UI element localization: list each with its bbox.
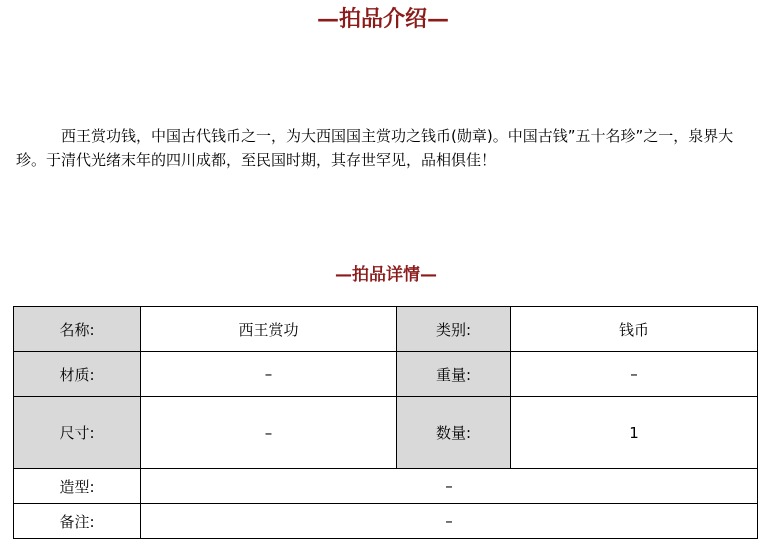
shape-value: – <box>141 469 758 504</box>
intro-description: 西王赏功钱，中国古代钱币之一，为大西国国主赏功之钱币(勋章)。中国古钱”五十名珍”之一，泉界大珍。于清代光绪末年的四川成都，至民国时期，其存世罕见，品相俱佳！ <box>16 127 734 169</box>
weight-value: – <box>511 352 758 397</box>
quantity-value: 1 <box>511 397 758 469</box>
details-table <box>13 306 758 539</box>
weight-label: 重量: <box>397 352 511 397</box>
material-label: 材质: <box>14 352 141 397</box>
remarks-value: – <box>141 504 758 539</box>
size-value: – <box>141 397 397 469</box>
quantity-label: 数量: <box>397 397 511 469</box>
category-value: 钱币 <box>511 307 758 352</box>
remarks-label: 备注: <box>14 504 141 539</box>
details-title: —拍品详情— <box>335 265 437 285</box>
table-row <box>14 504 758 539</box>
size-label: 尺寸: <box>14 397 141 469</box>
table-row <box>14 469 758 504</box>
category-label: 类别: <box>397 307 511 352</box>
table-row <box>14 397 758 469</box>
shape-label: 造型: <box>14 469 141 504</box>
name-label: 名称: <box>14 307 141 352</box>
intro-title: —拍品介绍— <box>316 6 449 32</box>
table-row <box>14 307 758 352</box>
material-value: – <box>141 352 397 397</box>
table-row <box>14 352 758 397</box>
name-value: 西王赏功 <box>141 307 397 352</box>
